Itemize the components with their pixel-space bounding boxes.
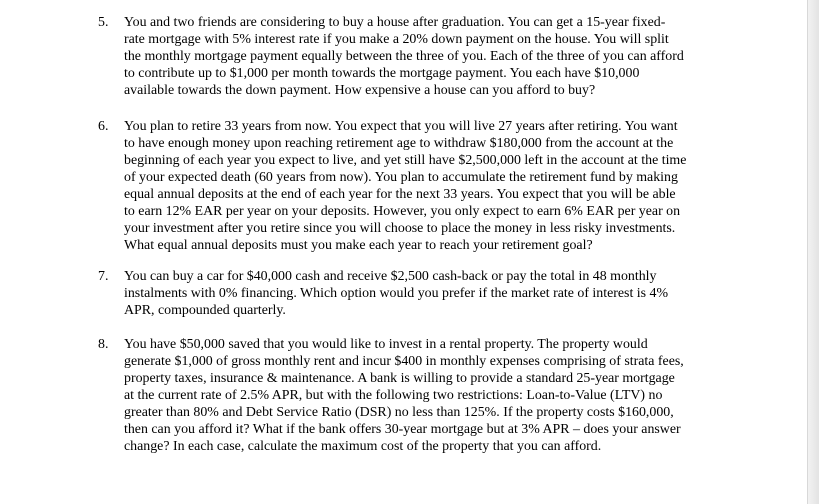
question-number: 7. [98, 269, 109, 284]
question-line: property taxes, insurance & maintenance. A bank is willing to provide a standard 25-year mortgage [124, 371, 675, 386]
question-line: of your expected death (60 years from now). You plan to accumulate the retirement fund by making [124, 170, 678, 185]
question-number: 8. [98, 337, 109, 352]
question-line: your investment after you retire since you will choose to place the money in less risky investments. [124, 221, 676, 236]
question-line: to earn 12% EAR per year on your deposits. However, you only expect to earn 6% EAR per year on [124, 204, 681, 219]
question-line: You can buy a car for $40,000 cash and receive $2,500 cash-back or pay the total in 48 monthly [124, 269, 657, 284]
question-line: beginning of each year you expect to live, and yet still have $2,500,000 left in the account at the time [124, 153, 687, 168]
viewer-edge-shadow [807, 0, 819, 504]
question-line: to contribute up to $1,000 per month towards the mortgage payment. You each have $10,000 [124, 66, 640, 81]
question-line: rate mortgage with 5% interest rate if you make a 20% down payment on the house. You will split [124, 32, 669, 47]
question-line: You have $50,000 saved that you would like to invest in a rental property. The property would [124, 337, 648, 352]
question-line: What equal annual deposits must you make each year to reach your retirement goal? [124, 238, 593, 253]
question-line: then can you afford it? What if the bank offers 30-year mortgage but at 3% APR – does your answer [124, 422, 681, 437]
question-line: equal annual deposits at the end of each year for the next 33 years. You expect that you will be able [124, 187, 676, 202]
question-line: You plan to retire 33 years from now. You expect that you will live 27 years after retiring. You want [124, 119, 678, 134]
question-line: You and two friends are considering to buy a house after graduation. You can get a 15-year fixed- [124, 15, 666, 30]
question-line: the monthly mortgage payment equally between the three of you. Each of the three of you can afford [124, 49, 684, 64]
question-line: APR, compounded quarterly. [124, 303, 286, 318]
question-line: change? In each case, calculate the maximum cost of the property that you can afford. [124, 439, 602, 454]
question-line: to have enough money upon reaching retirement age to withdraw $180,000 from the account at the [124, 136, 674, 151]
question-line: greater than 80% and Debt Service Ratio (DSR) no less than 125%. If the property costs $160,000, [124, 405, 674, 420]
question-line: at the current rate of 2.5% APR, but with the following two restrictions: Loan-to-Value (LTV) no [124, 388, 663, 403]
question-line: available towards the down payment. How expensive a house can you afford to buy? [124, 83, 596, 98]
question-line: instalments with 0% financing. Which option would you prefer if the market rate of interest is 4% [124, 286, 669, 301]
question-number: 5. [98, 15, 109, 30]
question-number: 6. [98, 119, 109, 134]
question-line: generate $1,000 of gross monthly rent and incur $400 in monthly expenses comprising of strata fees, [124, 354, 684, 369]
